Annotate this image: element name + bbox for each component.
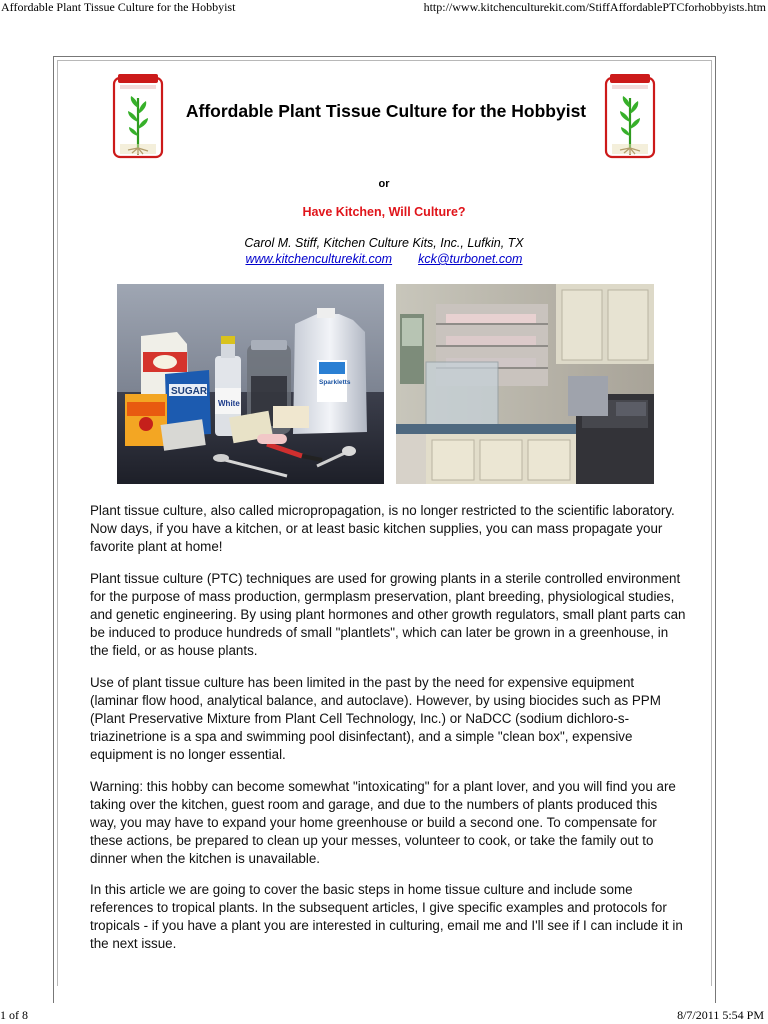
paragraph-4: Warning: this hobby can become somewhat "intoxicating" for a plant lover, and you will find you are taking over the kitchen, guest room and garage, and due to the numbers of plants produced this way, you may have to expand your home greenhouse or build a second one. To compensate for these actions, be prepared to clean up your messes, volunteer to cook, or take the family out to dinner when the kitchen is unavailable. [90,779,676,866]
paragraph-5: In this article we are going to cover the basic steps in home tissue culture and include some references to tropical plants. In the subsequent articles, I give specific examples and protocols for tropicals - if you have a plant you are interested in culturing, email me and I'll see if I can include it in the next issue. [90,882,683,951]
paragraph-3: Use of plant tissue culture has been limited in the past by the need for expensive equipment (laminar flow hood, analytical balance, and autoclave). However, by using biocides such as PPM (Plant Preservative Mixture from Plant Cell Technology, Inc.) or NaDCC (sodium dichloro-s-triazinetrione is a spa and swimming pool disinfectant), and a simple "clean box", expensive equipment is no longer essential. [90,675,661,762]
title-banner [112,74,658,164]
sugar-label: SUGAR [171,386,208,397]
culture-jar-logo-right [604,74,656,160]
email-link[interactable]: kck@turbonet.com [418,252,523,266]
sparkletts-label: Sparkletts [319,379,351,386]
paragraph-2: Plant tissue culture (PTC) techniques are used for growing plants in a sterile controlled environment for the purpose of mass production, germplasm preservation, plant breeding, physiological studies, and genetic engineering. By using plant hormones and other growth regulators, small plant parts can be induced to produce hundreds of small "plantlets", which can later be grown in a greenhouse, in the field, or as house plants. [90,571,686,658]
author-line: Carol M. Stiff, Kitchen Culture Kits, Inc., Lufkin, TX [244,236,524,250]
white-label: White [218,399,240,408]
kitchen-photo [396,284,654,484]
article-title: Affordable Plant Tissue Culture for the Hobbyist [185,101,587,121]
contact-links [0,252,768,266]
culture-jar-logo-left [112,74,164,160]
print-header [0,0,768,16]
print-date: 8/7/2011 5:54 PM [677,1008,764,1022]
kitchen-supplies-photo [117,284,384,484]
or-separator: or [378,178,390,190]
print-header-title: Affordable Plant Tissue Culture for the Hobbyist [1,0,236,14]
page-count: 1 of 8 [0,1008,28,1022]
print-header-url: http://www.kitchenculturekit.com/StiffAffordablePTCforhobbyists.htm [423,0,766,14]
paragraph-1: Plant tissue culture, also called micropropagation, is no longer restricted to the scientific laboratory. Now days, if you have a kitchen, or at least basic kitchen supplies, you can mass propagate your favorite plant at home! [90,503,675,554]
print-footer [0,1008,768,1024]
website-link[interactable]: www.kitchenculturekit.com [245,252,393,266]
article-subtitle: Have Kitchen, Will Culture? [302,205,466,219]
